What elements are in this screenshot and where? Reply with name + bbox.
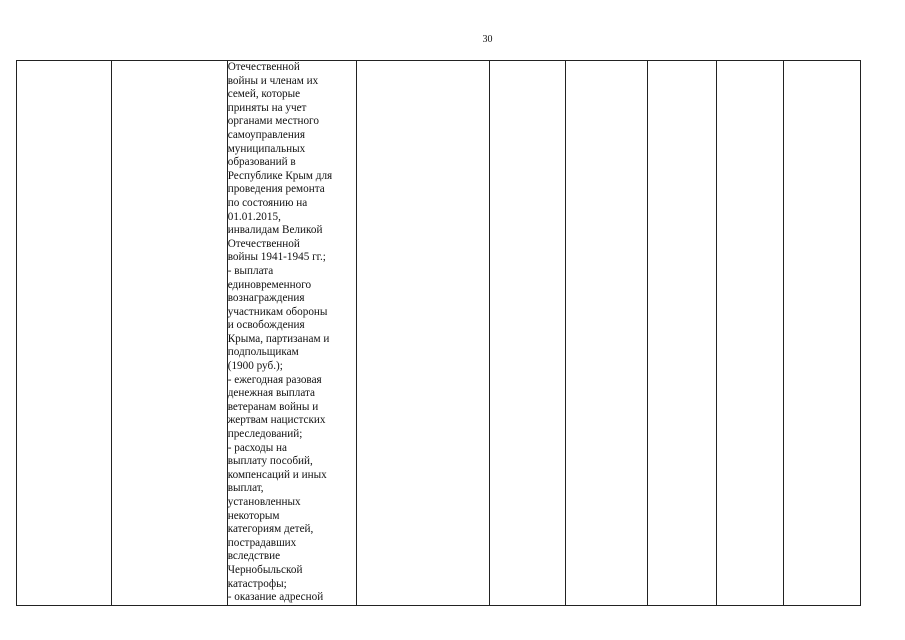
- cell-text-line: пострадавших: [227, 536, 297, 549]
- cell-text-line: Отечественной: [227, 61, 300, 73]
- cell-text-line: вследствие: [227, 550, 281, 563]
- cell-text-line: компенсаций и иных: [227, 468, 327, 481]
- table-cell-1: [17, 61, 112, 606]
- table-cell-8: [717, 61, 784, 606]
- cell-text-line: семей, которые: [227, 88, 301, 101]
- cell-text-line: категориям детей,: [227, 523, 314, 536]
- data-table: [16, 60, 861, 606]
- cell-text-line: муниципальных: [227, 142, 306, 155]
- table-cell-4: [357, 61, 490, 606]
- cell-text-line: вознаграждения: [227, 292, 305, 305]
- cell-text-line: 01.01.2015,: [227, 210, 281, 223]
- cell-text-line: Республике Крым для: [227, 169, 333, 182]
- table-cell-3-text: [227, 61, 357, 606]
- table-cell-5: [490, 61, 566, 606]
- cell-text-line: ветеранам войны и: [227, 400, 319, 413]
- cell-text-line: - расходы на: [227, 441, 288, 454]
- cell-text-line: некоторым: [227, 509, 280, 522]
- cell-text-lines: [228, 61, 357, 605]
- cell-text-line: денежная выплата: [227, 387, 315, 400]
- cell-text-line: войны 1941-1945 гг.;: [227, 251, 326, 264]
- cell-text-line: органами местного: [227, 115, 319, 128]
- cell-text-line: выплату пособий,: [227, 455, 313, 468]
- cell-text-line: преследований;: [227, 428, 303, 441]
- cell-text-line: образований в: [227, 156, 296, 169]
- cell-text-line: Чернобыльской: [227, 563, 303, 576]
- page-number: 30: [482, 34, 493, 45]
- cell-text-line: войны и членам их: [227, 74, 319, 87]
- table-cell-2: [112, 61, 227, 606]
- cell-text-line: приняты на учет: [227, 101, 307, 114]
- cell-text-line: подпольщикам: [227, 346, 299, 359]
- table-cell-9: [784, 61, 861, 606]
- cell-text-line: - ежегодная разовая: [227, 373, 322, 386]
- cell-text-line: Отечественной: [227, 237, 300, 250]
- cell-text-line: проведения ремонта: [227, 183, 325, 196]
- cell-text-line: участникам обороны: [227, 305, 328, 318]
- cell-text-line: жертвам нацистских: [227, 414, 326, 427]
- table-cell-7: [648, 61, 717, 606]
- cell-text-line: по состоянию на: [227, 196, 308, 209]
- cell-text-line: - оказание адресной: [227, 591, 324, 604]
- cell-text-line: катастрофы;: [227, 577, 287, 590]
- cell-text-line: единовременного: [227, 278, 312, 291]
- cell-text-line: (1900 руб.);: [227, 360, 283, 373]
- table-cell-6: [565, 61, 647, 606]
- table-row: [17, 61, 861, 606]
- cell-text-line: выплат,: [227, 482, 264, 495]
- cell-text-line: и освобождения: [227, 319, 305, 332]
- cell-text-line: Крыма, партизанам и: [227, 332, 330, 345]
- cell-text-line: - выплата: [227, 264, 274, 277]
- cell-text-line: самоуправления: [227, 128, 305, 141]
- cell-text-line: инвалидам Великой: [227, 224, 323, 237]
- cell-text-line: установленных: [227, 496, 301, 508]
